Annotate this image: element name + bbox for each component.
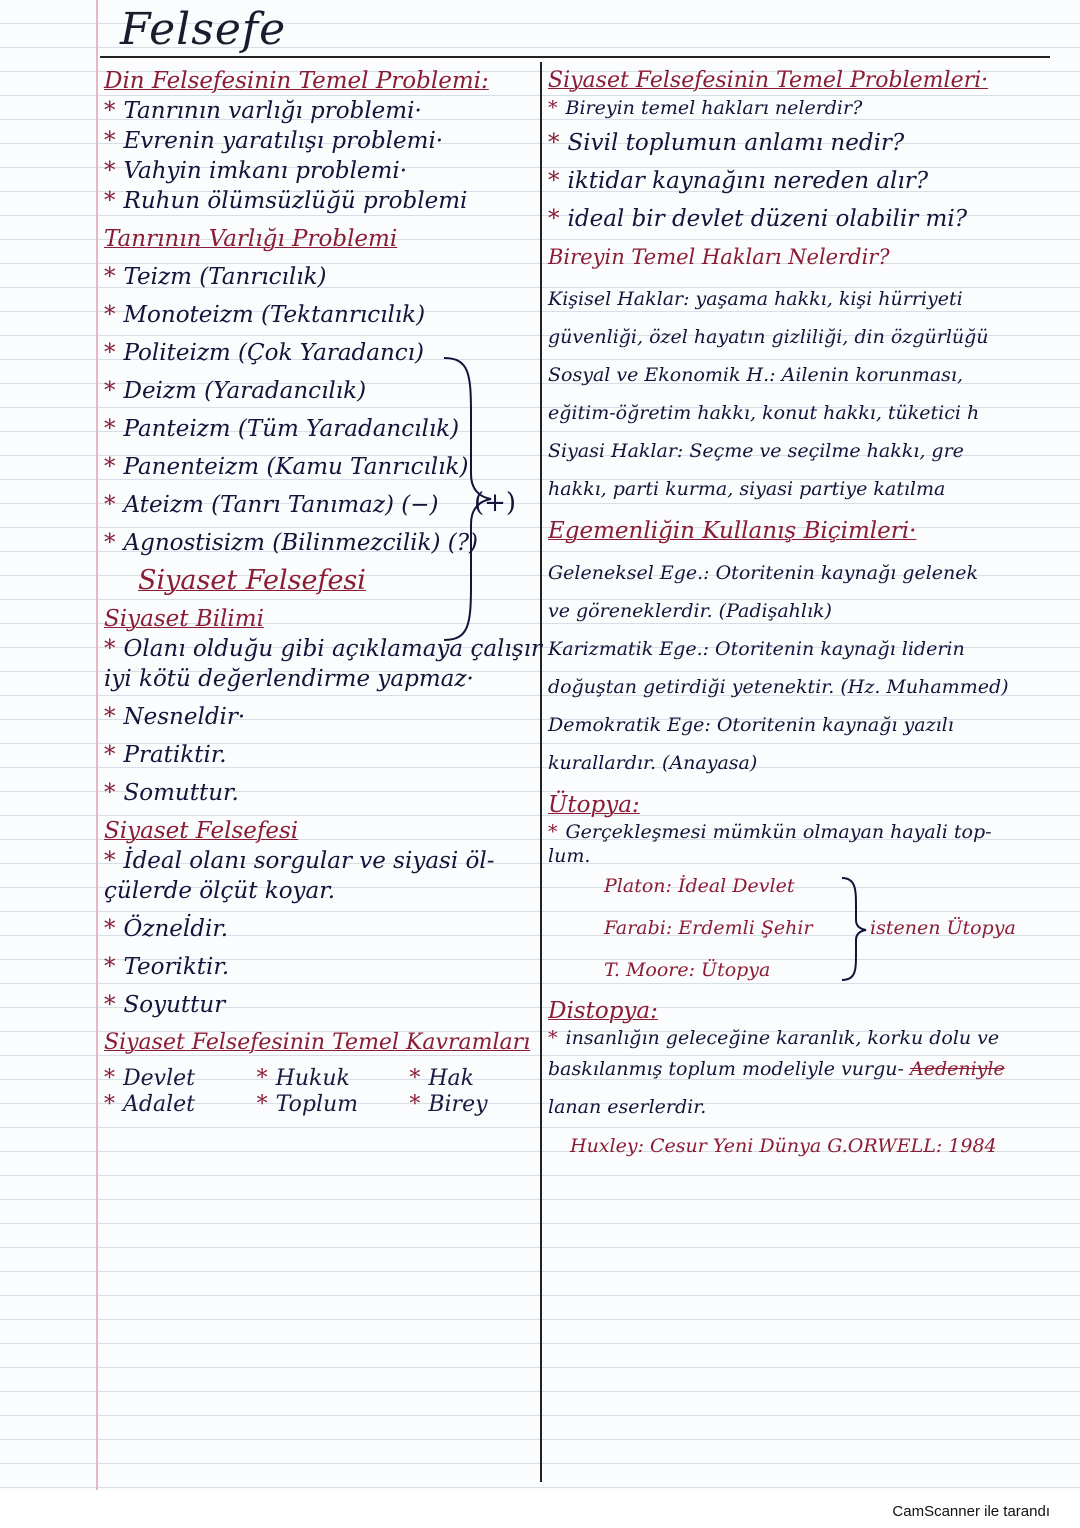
asterisk-icon: * bbox=[104, 916, 116, 942]
kavram-item: * Hak bbox=[409, 1066, 474, 1091]
tanri-item: * Agnostisizm (Bilinmezcilik) (?) bbox=[104, 530, 479, 556]
felsefe-item: * Soyuttur bbox=[104, 992, 226, 1018]
asterisk-icon: * bbox=[104, 992, 116, 1018]
distopya-line: lanan eserlerdir. bbox=[548, 1096, 707, 1118]
kavram-item: * Hukuk bbox=[256, 1066, 350, 1091]
haklar-line: eğitim-öğretim hakkı, konut hakkı, tüketici h bbox=[548, 402, 980, 424]
asterisk-icon: * bbox=[104, 158, 116, 184]
siyaset-title: Siyaset Felsefesi bbox=[138, 565, 366, 596]
asterisk-icon: * bbox=[104, 302, 116, 328]
utopya-note: istenen Ütopya bbox=[870, 917, 1016, 939]
din-item: * Tanrının varlığı problemi· bbox=[104, 98, 422, 124]
egemenlik-line: doğuştan getirdiği yetenektir. (Hz. Muhammed) bbox=[548, 676, 1009, 698]
asterisk-icon: * bbox=[104, 704, 116, 730]
egemenlik-heading: Egemenliğin Kullanış Biçimleri· bbox=[548, 518, 917, 544]
problem-item: * Sivil toplumun anlamı nedir? bbox=[548, 130, 905, 156]
title-underline bbox=[100, 56, 1050, 58]
egemenlik-line: ve göreneklerdir. (Padişahlık) bbox=[548, 600, 832, 622]
page-title: Felsefe bbox=[120, 4, 287, 55]
asterisk-icon: * bbox=[104, 492, 116, 518]
kavram-item: * Toplum bbox=[256, 1092, 359, 1117]
kavram-heading: Siyaset Felsefesinin Temel Kavramları bbox=[104, 1030, 531, 1055]
utopya-example: Farabi: Erdemli Şehir bbox=[604, 917, 813, 939]
din-heading: Din Felsefesinin Temel Problemi: bbox=[104, 68, 489, 94]
bilim-item: * Somuttur. bbox=[104, 780, 239, 806]
bilim-line: * Olanı olduğu gibi açıklamaya çalışır bbox=[104, 636, 542, 662]
asterisk-icon: * bbox=[104, 264, 116, 290]
asterisk-icon: * bbox=[104, 848, 116, 874]
kavram-item: * Birey bbox=[409, 1092, 488, 1117]
bilim-item: * Pratiktir. bbox=[104, 742, 227, 768]
curly-brace-icon bbox=[838, 874, 868, 984]
tanri-item: * Teizm (Tanrıcılık) bbox=[104, 264, 327, 290]
asterisk-icon: * bbox=[548, 206, 560, 232]
left-column bbox=[104, 66, 542, 1118]
din-item: * Ruhun ölümsüzlüğü problemi bbox=[104, 188, 468, 214]
asterisk-icon: * bbox=[104, 780, 116, 806]
distopya-heading: Distopya: bbox=[548, 998, 658, 1024]
utopya-example: T. Moore: Ütopya bbox=[604, 959, 771, 981]
tanri-item: * Deizm (Yaradancılık) bbox=[104, 378, 367, 404]
kavram-item: * Adalet bbox=[104, 1092, 195, 1117]
problem-heading: Siyaset Felsefesinin Temel Problemleri· bbox=[548, 68, 989, 93]
egemenlik-line: Geleneksel Ege.: Otoritenin kaynağı gelenek bbox=[548, 562, 979, 584]
kavram-item: * Devlet bbox=[104, 1066, 195, 1091]
utopya-line: lum. bbox=[548, 845, 591, 867]
strikethrough-word: Aedeniyle bbox=[910, 1058, 1005, 1080]
asterisk-icon: * bbox=[548, 1027, 558, 1049]
asterisk-icon: * bbox=[104, 954, 116, 980]
felsefe-heading: Siyaset Felsefesi bbox=[104, 818, 299, 844]
problem-item: * Bireyin temel hakları nelerdir? bbox=[548, 97, 863, 119]
tanri-heading: Tanrının Varlığı Problemi bbox=[104, 226, 398, 252]
kavram-row bbox=[104, 1092, 536, 1118]
haklar-line: hakkı, parti kurma, siyasi partiye katılma bbox=[548, 478, 946, 500]
bilim-item: * Nesneldir· bbox=[104, 704, 246, 730]
utopya-examples bbox=[548, 868, 1048, 988]
tanri-item: * Monoteizm (Tektanrıcılık) bbox=[104, 302, 426, 328]
asterisk-icon: * bbox=[548, 130, 560, 156]
utopya-example: Platon: İdeal Devlet bbox=[604, 875, 795, 897]
column-divider bbox=[540, 62, 542, 1482]
haklar-line: Sosyal ve Ekonomik H.: Ailenin korunması, bbox=[548, 364, 964, 386]
asterisk-icon: * bbox=[548, 821, 558, 843]
utopya-line: * Gerçekleşmesi mümkün olmayan hayali top- bbox=[548, 821, 992, 843]
asterisk-icon: * bbox=[104, 98, 116, 124]
asterisk-icon: * bbox=[104, 378, 116, 404]
asterisk-icon: * bbox=[104, 128, 116, 154]
asterisk-icon: * bbox=[104, 530, 116, 556]
bilim-heading: Siyaset Bilimi bbox=[104, 606, 264, 632]
distopya-line: baskılanmış toplum modeliyle vurgu- Aedeniyle bbox=[548, 1058, 1005, 1080]
tanri-item: * Politeizm (Çok Yaradancı) bbox=[104, 340, 424, 366]
bilim-line: iyi kötü değerlendirme yapmaz· bbox=[104, 666, 474, 692]
asterisk-icon: * bbox=[548, 168, 560, 194]
haklar-line: Siyasi Haklar: Seçme ve seçilme hakkı, gre bbox=[548, 440, 964, 462]
tanri-item: * Ateizm (Tanrı Tanımaz) (−) bbox=[104, 492, 439, 518]
haklar-line: Kişisel Haklar: yaşama hakkı, kişi hürriyeti bbox=[548, 288, 963, 310]
distopya-line: * insanlığın geleceğine karanlık, korku dolu ve bbox=[548, 1027, 1000, 1049]
right-column bbox=[548, 66, 1048, 1158]
asterisk-icon: * bbox=[104, 636, 116, 662]
asterisk-icon: * bbox=[104, 742, 116, 768]
egemenlik-line: kurallardır. (Anayasa) bbox=[548, 752, 758, 774]
asterisk-icon: * bbox=[104, 188, 116, 214]
felsefe-item: * Teoriktir. bbox=[104, 954, 230, 980]
egemenlik-line: Demokratik Ege: Otoritenin kaynağı yazılı bbox=[548, 714, 954, 736]
haklar-line: güvenliği, özel hayatın gizliliği, din özgürlüğü bbox=[548, 326, 989, 348]
asterisk-icon: * bbox=[104, 416, 116, 442]
asterisk-icon: * bbox=[104, 340, 116, 366]
tanri-item: * Panteizm (Tüm Yaradancılık) bbox=[104, 416, 460, 442]
din-item: * Vahyin imkanı problemi· bbox=[104, 158, 408, 184]
tanri-item: * Panenteizm (Kamu Tanrıcılık) bbox=[104, 454, 469, 480]
problem-item: * iktidar kaynağını nereden alır? bbox=[548, 168, 929, 194]
scanner-footer: CamScanner ile tarandı bbox=[892, 1503, 1050, 1520]
utopya-heading: Ütopya: bbox=[548, 792, 640, 818]
margin-line bbox=[96, 0, 98, 1490]
din-item: * Evrenin yaratılışı problemi· bbox=[104, 128, 444, 154]
haklar-heading: Bireyin Temel Hakları Nelerdir? bbox=[548, 245, 890, 269]
plus-mark: (+) bbox=[474, 488, 517, 518]
egemenlik-line: Karizmatik Ege.: Otoritenin kaynağı liderin bbox=[548, 638, 965, 660]
kavram-row bbox=[104, 1066, 536, 1092]
felsefe-line: çülerde ölçüt koyar. bbox=[104, 878, 336, 904]
distopya-examples: Huxley: Cesur Yeni Dünya G.ORWELL: 1984 bbox=[570, 1135, 997, 1157]
problem-item: * ideal bir devlet düzeni olabilir mi? bbox=[548, 206, 968, 232]
felsefe-item: * Öznel̇dir. bbox=[104, 916, 229, 942]
asterisk-icon: * bbox=[104, 454, 116, 480]
felsefe-line: * İdeal olanı sorgular ve siyasi öl- bbox=[104, 848, 495, 874]
asterisk-icon: * bbox=[548, 97, 558, 119]
